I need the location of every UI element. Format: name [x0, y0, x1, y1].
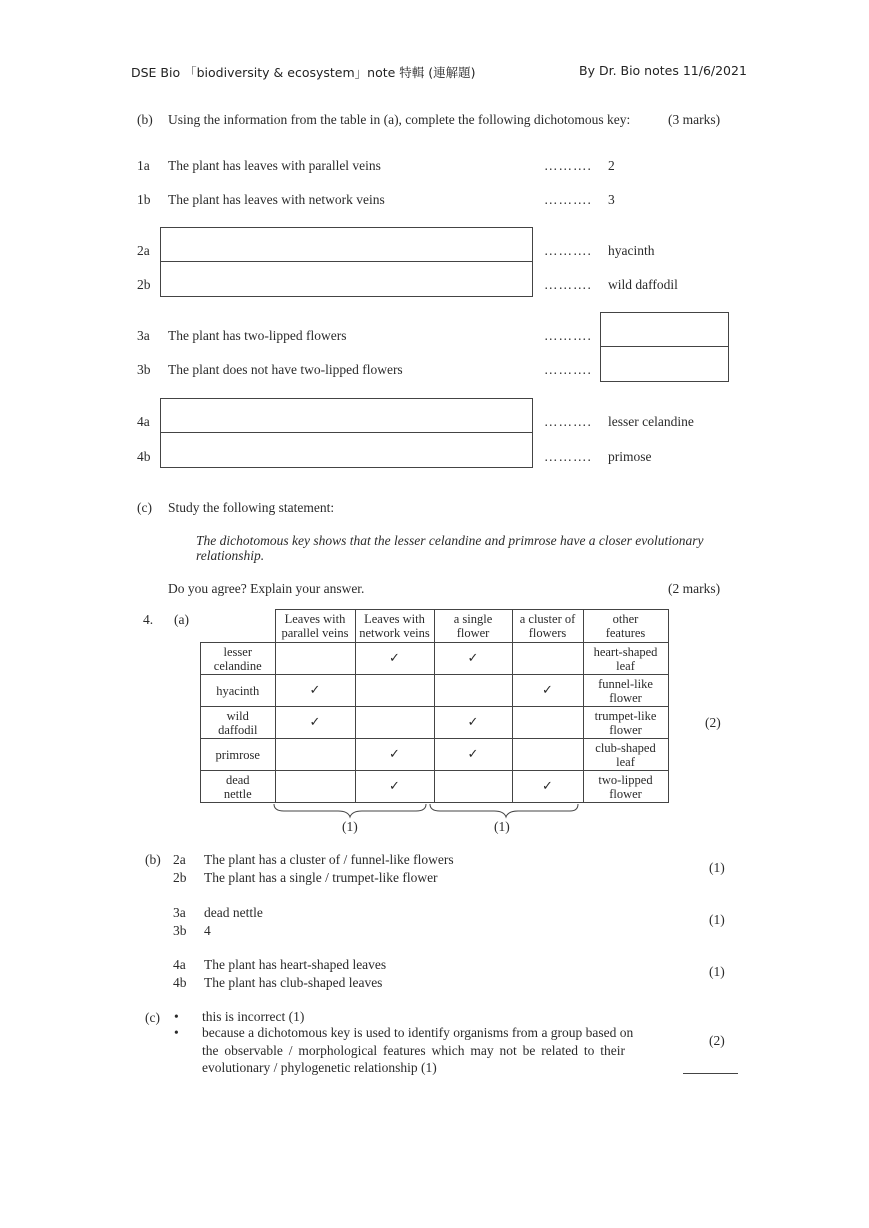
answer-part-c-label: (c): [145, 1010, 160, 1025]
question-c-text: Study the following statement:: [168, 500, 335, 515]
other-feature: two-lipped flower: [583, 771, 668, 803]
table-row: [201, 675, 669, 707]
key-dots: ……….: [544, 192, 592, 207]
table-row: [201, 707, 669, 739]
statement-line: relationship.: [196, 548, 265, 563]
question-b-text: Using the information from the table in (a), complete the following dichotomous key:: [168, 112, 631, 127]
answer-line-id: 2a: [173, 852, 186, 867]
answer-box-4b[interactable]: [160, 432, 533, 468]
key-id: 4a: [137, 414, 150, 429]
other-feature: heart-shaped leaf: [583, 643, 668, 675]
answer-box-3a[interactable]: [600, 312, 729, 348]
answer-marks: (1): [709, 912, 725, 927]
answer-marks: (1): [709, 964, 725, 979]
answer-line-text: The plant has club-shaped leaves: [204, 975, 383, 990]
key-id: 3b: [137, 362, 151, 377]
answer-table: [200, 609, 669, 803]
key-dots: ……….: [544, 362, 592, 377]
table-row: [201, 771, 669, 803]
answer-line-text: 4: [204, 923, 211, 938]
key-dots: ……….: [544, 449, 592, 464]
tick-cell: ✓: [434, 643, 512, 675]
key-id: 2a: [137, 243, 150, 258]
answer-marks: (2): [709, 1033, 725, 1048]
answer-part-b-label: (b): [145, 852, 161, 867]
answer-line-id: 3b: [173, 923, 187, 938]
tick-cell: [275, 739, 355, 771]
bullet: •: [174, 1025, 179, 1040]
tick-cell: [434, 675, 512, 707]
answer-c-line: the observable / morphological features which may not be related to their: [202, 1043, 625, 1058]
organism-name: primrose: [201, 739, 276, 771]
key-text: The plant has two-lipped flowers: [168, 328, 347, 343]
tick-cell: ✓: [355, 739, 434, 771]
organism-name: wild daffodil: [201, 707, 276, 739]
other-feature: club-shaped leaf: [583, 739, 668, 771]
tick-cell: ✓: [434, 739, 512, 771]
question-c-label: (c): [137, 500, 152, 515]
tick-cell: [275, 643, 355, 675]
answer-marks: (1): [709, 860, 725, 875]
key-id: 2b: [137, 277, 151, 292]
tick-cell: ✓: [355, 771, 434, 803]
answer-line-id: 2b: [173, 870, 187, 885]
brace-marks-svg: [270, 803, 582, 819]
key-result: 3: [608, 192, 615, 207]
answer-box-4a[interactable]: [160, 398, 533, 434]
table-marks: (2): [705, 715, 721, 730]
tick-cell: [512, 739, 583, 771]
table-row: [201, 643, 669, 675]
answer-box-3b[interactable]: [600, 346, 729, 382]
key-result: 2: [608, 158, 615, 173]
table-header-cell: a single flower: [434, 610, 512, 643]
answer-c-point: this is incorrect (1): [202, 1009, 305, 1024]
table-header-cell: other features: [583, 610, 668, 643]
key-dots: ……….: [544, 243, 592, 258]
table-header-row: [201, 610, 669, 643]
question-c-marks: (2 marks): [668, 581, 721, 596]
answer-c-line: evolutionary / phylogenetic relationship (1): [202, 1060, 437, 1075]
tick-cell: [275, 771, 355, 803]
tick-cell: [512, 707, 583, 739]
total-rule: [683, 1073, 738, 1074]
key-dots: ……….: [544, 277, 592, 292]
answer-c-line: because a dichotomous key is used to identify organisms from a group based on: [202, 1025, 634, 1040]
key-dots: ……….: [544, 158, 592, 173]
table-header-cell: Leaves with network veins: [355, 610, 434, 643]
brace-mark: (1): [342, 819, 358, 834]
key-text: The plant does not have two-lipped flowers: [168, 362, 403, 377]
statement-line: The dichotomous key shows that the lesser celandine and primrose have a closer evolutionary: [196, 533, 704, 548]
answer-box-2b[interactable]: [160, 261, 533, 297]
bullet: •: [174, 1009, 179, 1024]
key-id: 1a: [137, 158, 150, 173]
key-result: wild daffodil: [608, 277, 678, 292]
question-b-marks: (3 marks): [668, 112, 721, 127]
tick-cell: [434, 771, 512, 803]
tick-cell: ✓: [512, 675, 583, 707]
key-text: The plant has leaves with parallel veins: [168, 158, 381, 173]
header-title: DSE Bio 「biodiversity & ecosystem」note 特輯 (連解題): [131, 65, 476, 80]
brace-right: [430, 804, 578, 817]
key-text: The plant has leaves with network veins: [168, 192, 385, 207]
organism-name: dead nettle: [201, 771, 276, 803]
question-b-label: (b): [137, 112, 153, 127]
key-dots: ……….: [544, 328, 592, 343]
other-feature: funnel-like flower: [583, 675, 668, 707]
answer-line-id: 4a: [173, 957, 186, 972]
key-result: lesser celandine: [608, 414, 694, 429]
tick-cell: [355, 707, 434, 739]
answer-line-text: The plant has heart-shaped leaves: [204, 957, 387, 972]
brace-mark: (1): [494, 819, 510, 834]
other-feature: trumpet-like flower: [583, 707, 668, 739]
table-row: [201, 739, 669, 771]
key-result: hyacinth: [608, 243, 655, 258]
key-id: 1b: [137, 192, 151, 207]
organism-name: lesser celandine: [201, 643, 276, 675]
key-id: 3a: [137, 328, 150, 343]
tick-cell: [355, 675, 434, 707]
answer-line-text: The plant has a single / trumpet-like flower: [204, 870, 438, 885]
answer-box-2a[interactable]: [160, 227, 533, 263]
answer-line-id: 3a: [173, 905, 186, 920]
answer-part-a-label: (a): [174, 612, 189, 627]
key-dots: ……….: [544, 414, 592, 429]
answer-line-text: The plant has a cluster of / funnel-like flowers: [204, 852, 454, 867]
header-author-date: By Dr. Bio notes 11/6/2021: [579, 63, 747, 78]
tick-cell: ✓: [434, 707, 512, 739]
tick-cell: ✓: [355, 643, 434, 675]
key-result: primose: [608, 449, 652, 464]
table-header-cell: a cluster of flowers: [512, 610, 583, 643]
tick-cell: ✓: [512, 771, 583, 803]
question-c-prompt: Do you agree? Explain your answer.: [168, 581, 365, 596]
tick-cell: [512, 643, 583, 675]
key-id: 4b: [137, 449, 151, 464]
tick-cell: ✓: [275, 675, 355, 707]
answer-number: 4.: [143, 612, 154, 627]
table-header-cell: Leaves with parallel veins: [275, 610, 355, 643]
brace-left: [274, 804, 426, 817]
tick-cell: ✓: [275, 707, 355, 739]
organism-name: hyacinth: [201, 675, 276, 707]
answer-line-id: 4b: [173, 975, 187, 990]
answer-line-text: dead nettle: [204, 905, 263, 920]
